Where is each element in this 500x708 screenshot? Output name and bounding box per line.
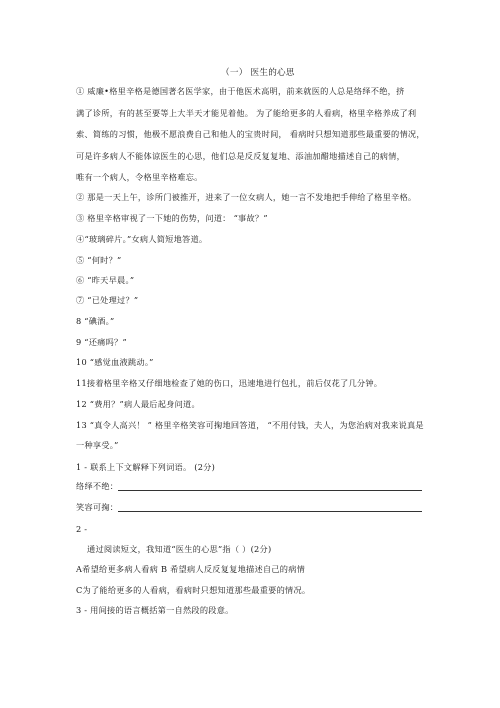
- para-line-1: ① 威廉•格里辛格是德国著名医学家，由于他医术高明，前来就医的人总是络绎不绝，挤: [76, 86, 405, 96]
- question-1: 1 - 联系上下文解释下列词语。 (2分): [76, 462, 216, 472]
- para-line-5: 唯有一个病人，令格里辛格难忘。: [76, 172, 203, 182]
- answer-line-2[interactable]: [118, 511, 422, 512]
- question-2: 2 -: [76, 524, 88, 534]
- question-3: 3 - 用间接的语言概括第一自然段的段意。: [76, 605, 234, 615]
- question-2-option-c: C为了能给更多的人看病，看病时只想知道那些最重要的情况。: [76, 585, 311, 595]
- para-line-10: ⑥ “昨天早晨。”: [76, 275, 135, 285]
- para-line-11: ⑦ “已处理过？”: [76, 295, 139, 305]
- para-line-6: ② 那是一天上午，诊所门被推开，进来了一位女病人，她一言不发地把手伸给了格里辛格。: [76, 192, 417, 202]
- para-line-16: 12 “费用？”病人最后起身问道。: [76, 399, 200, 409]
- para-line-4: 可是许多病人不能体谅医生的心思，他们总是反反复复地、添油加醋地描述自己的病情，: [76, 151, 406, 161]
- para-line-2: 满了诊所，有的甚至要等上大半天才能见着他。 为了能给更多的人看病，格里辛格养成了利: [76, 108, 417, 118]
- document-title: （一） 医生的心思: [221, 68, 295, 78]
- para-line-15: 11接着格里辛格又仔细地检查了她的伤口，迅速地进行包扎，前后仅花了几分钟。: [76, 378, 383, 388]
- para-line-3: 索、简练的习惯，他极不愿浪费自己和他人的宝贵时间， 看病时只想知道那些最重要的情况，: [76, 129, 425, 139]
- para-line-17: 13 “真令人高兴！ ” 格里辛格笑容可掬地回答道， “不用付钱，夫人，为您治病对我来说真是: [76, 420, 424, 430]
- para-line-7: ③ 格里辛格审视了一下她的伤势，问道： “事故？”: [76, 213, 268, 223]
- question-1-term-1: 络绎不绝：: [76, 481, 119, 491]
- para-line-14: 10 “感觉血液跳动。”: [76, 357, 154, 367]
- question-2-options-ab: A希望给更多病人看病 B 希望病人反反复复地描述自己的病情: [76, 564, 306, 574]
- para-line-13: 9 “还痛吗？”: [76, 337, 127, 347]
- para-line-18: 一种享受。”: [76, 440, 119, 450]
- para-line-12: 8 “碘酒。”: [76, 316, 115, 326]
- question-1-term-2: 笑容可掬：: [76, 502, 119, 512]
- question-2-prompt: 通过阅读短文，我知道“医生的心思”指（ ）(2分): [87, 544, 272, 554]
- para-line-9: ⑤ “何时？”: [76, 255, 122, 265]
- answer-line-1[interactable]: [118, 490, 422, 491]
- para-line-8: ④“玻璃碎片。”女病人简短地答道。: [76, 234, 208, 244]
